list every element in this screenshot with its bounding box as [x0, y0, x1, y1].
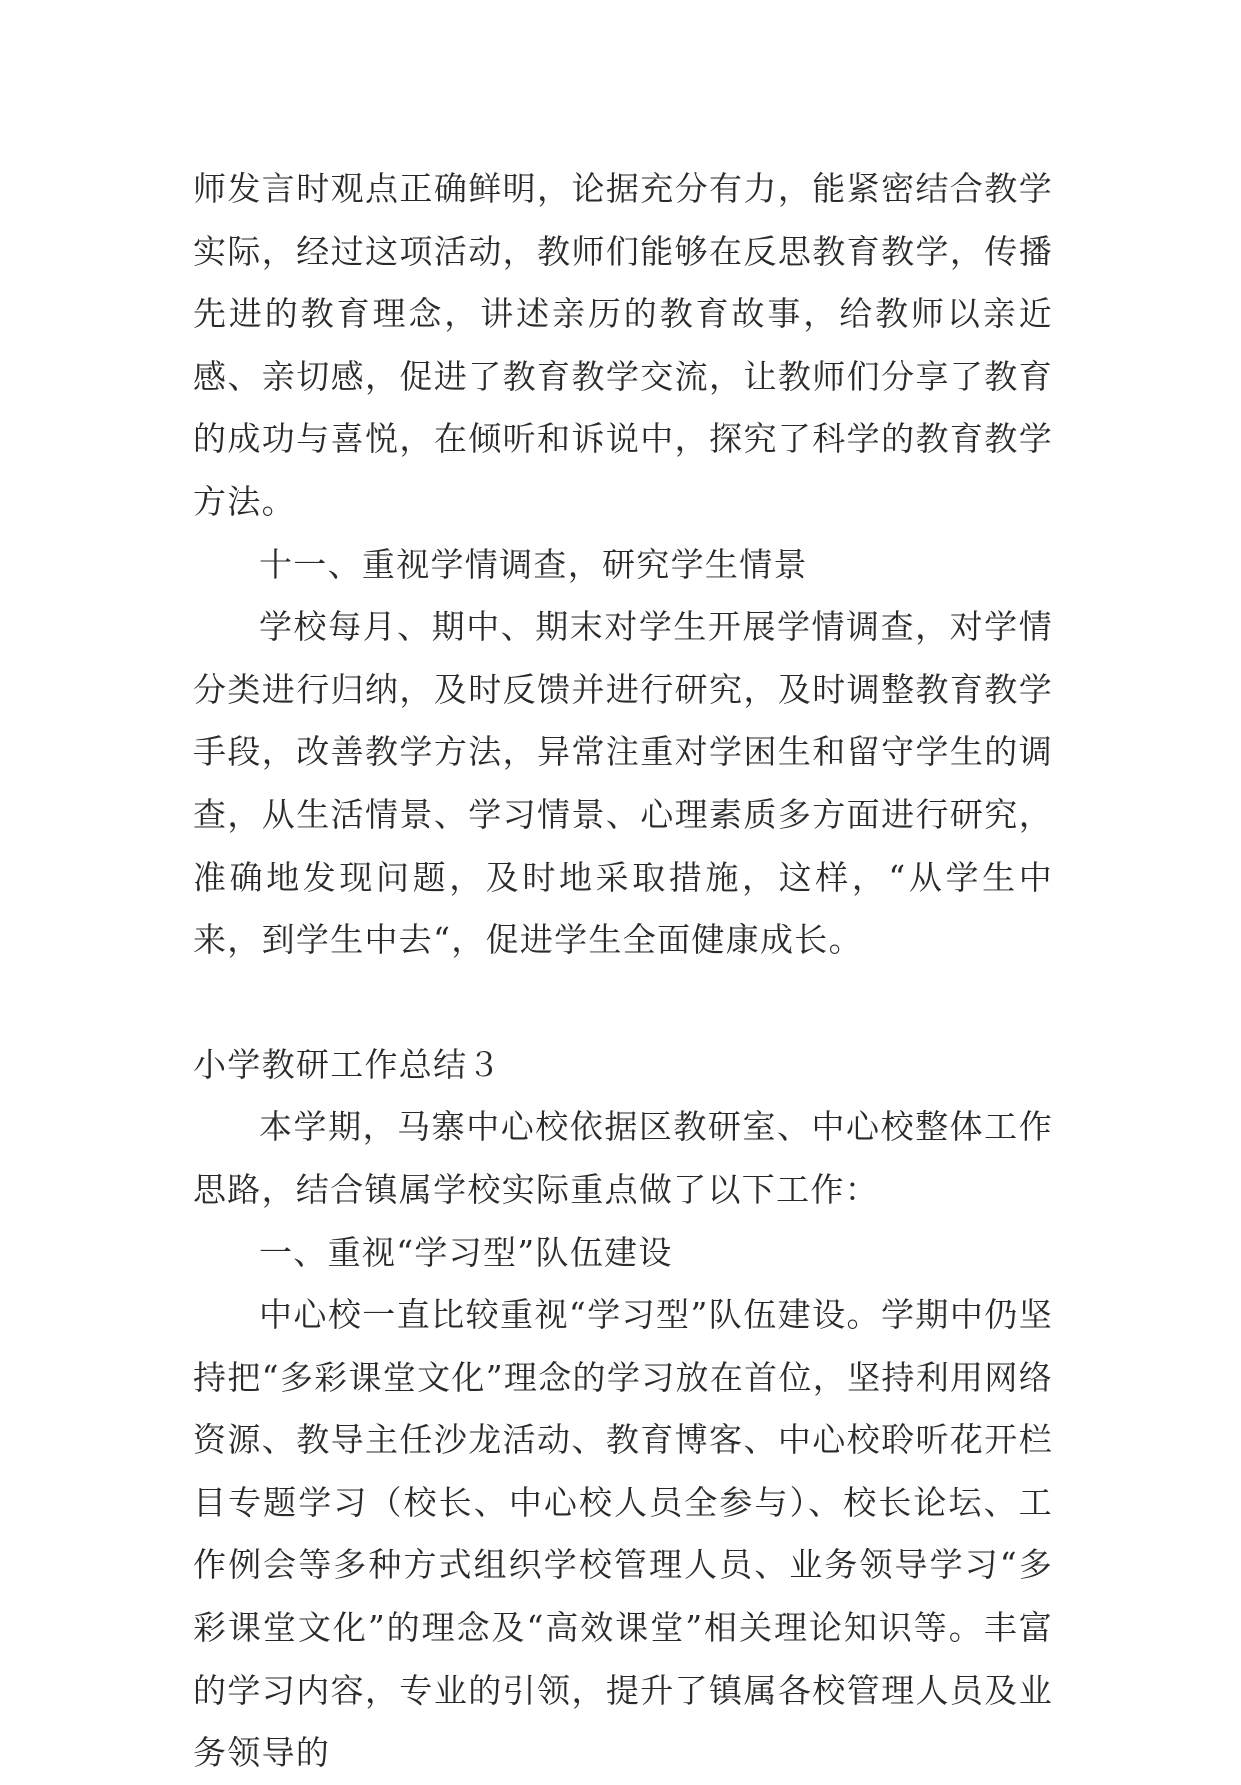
paragraph-continuation: 师发言时观点正确鲜明，论据充分有力，能紧密结合教学实际，经过这项活动，教师们能够在反思教育教学，传播先进的教育理念，讲述亲历的教育故事，给教师以亲近感、亲切感，促进了教育教学交流，让教师们分享了教育的成功与喜悦，在倾听和诉说中，探究了科学的教育教学方法。 — [193, 169, 1053, 521]
paragraph-intro: 本学期，马寨中心校依据区教研室、中心校整体工作思路，结合镇属学校实际重点做了以下工作： — [193, 1107, 1053, 1209]
paragraph-student-survey: 学校每月、期中、期末对学生开展学情调查，对学情分类进行归纳，及时反馈并进行研究，及时调整教育教学手段，改善教学方法，异常注重对学困生和留守学生的调查，从生活情景、学习情景、心理素质多方面进行研究，准确地发现问题，及时地采取措施，这样，“从学生中来，到学生中去“，促进学生全面健康成长。 — [193, 607, 1053, 960]
paragraph-team-building: 中心校一直比较重视“学习型”队伍建设。学期中仍坚持把“多彩课堂文化”理念的学习放在首位，坚持利用网络资源、教导主任沙龙活动、教育博客、中心校聆听花开栏目专题学习（校长、中心校人员全参与）、校长论坛、工作例会等多种方式组织学校管理人员、业务领导学习“多彩课堂文化”的理念及“高效课堂”相关理论知识等。丰富的学习内容，专业的引领，提升了镇属各校管理人员及业务领导的 — [193, 1295, 1053, 1773]
document-section-title: 小学教研工作总结３ — [193, 1044, 502, 1084]
section-heading-1: 一、重视“学习型”队伍建设 — [259, 1232, 673, 1272]
paragraph-gap — [193, 972, 1053, 1034]
section-heading-11: 十一、重视学情调查，研究学生情景 — [259, 544, 808, 584]
document-body — [193, 158, 1053, 1785]
